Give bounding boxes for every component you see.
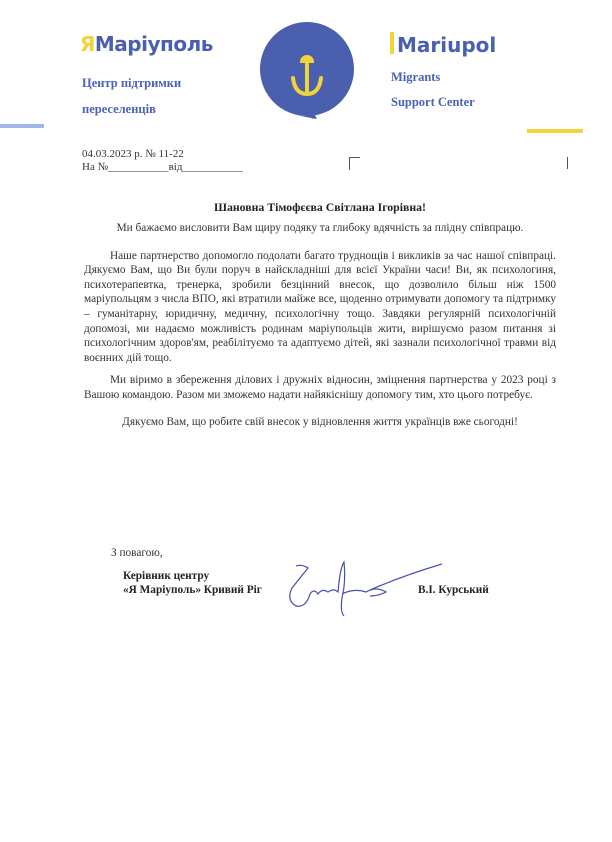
reference-line: На №___________від___________ bbox=[82, 161, 243, 173]
position-line1: Керівник центру bbox=[123, 570, 210, 582]
logo-mariupol-en: Mariupol bbox=[390, 32, 496, 57]
subtitle-ua-line1: Центр підтримки bbox=[82, 76, 182, 90]
paragraph: Ми віримо в збереження ділових і дружніх відносин, зміцнення партнерства у 2023 році з Вашою командою. Разом ми зможемо надати найякіснішу допомогу тим, хто цього потребує. bbox=[84, 374, 556, 401]
position-line2: «Я Маріуполь» Кривий Ріг bbox=[123, 584, 262, 596]
logo-ya-mariupol: ЯМаріуполь bbox=[80, 32, 213, 56]
paragraph: Ми бажаємо висловити Вам щиру подяку та глибоку вдячність за плідну співпрацю. bbox=[116, 222, 524, 234]
subtitle-en-line1: Migrants bbox=[391, 70, 441, 84]
blue-stripe bbox=[0, 124, 44, 128]
subtitle-ua-line2: переселенців bbox=[82, 102, 156, 116]
subtitle-en-line2: Support Center bbox=[391, 95, 475, 109]
salutation: Шановна Тімофєєва Світлана Ігорівна! bbox=[214, 200, 426, 214]
letter-body bbox=[84, 221, 556, 437]
date-number: 04.03.2023 р. № 11-22 bbox=[82, 148, 184, 160]
closing: З повагою, bbox=[111, 547, 163, 559]
address-corner-mark bbox=[349, 157, 360, 170]
yellow-stripe bbox=[527, 129, 583, 133]
address-corner-mark-right bbox=[567, 157, 568, 169]
signatory-name: В.І. Курський bbox=[418, 584, 489, 596]
anchor-emblem bbox=[255, 20, 360, 130]
paragraph: Наше партнерство допомогло подолати багато труднощів і викликів за час нашої співпраці. Дякуємо Вам, що Ви були поруч в найскладніші для всієї України часи! Ви, як психологиня, психотерапевтка, тренерка, зробили безцінний внесок, що дозволило більш ніж 1500 маріупольцям з числа ВПО, які втратили майже все, щоденно отримувати допомогу та підтримку – гуманітарну, юридичну, медичну, психологічну тощо. Завдяки регулярній психологічній допомозі, ми надаємо можливість родинам маріупольців жити, вирішуємо разом питання зі психологічним здоров'ям, реабілітуємо та адаптуємо дітей, які зазнали психологічної травми від воєнних дій тощо. bbox=[84, 249, 556, 364]
paragraph: Дякуємо Вам, що робите свій внесок у відновлення життя українців вже сьогодні! bbox=[122, 415, 518, 428]
